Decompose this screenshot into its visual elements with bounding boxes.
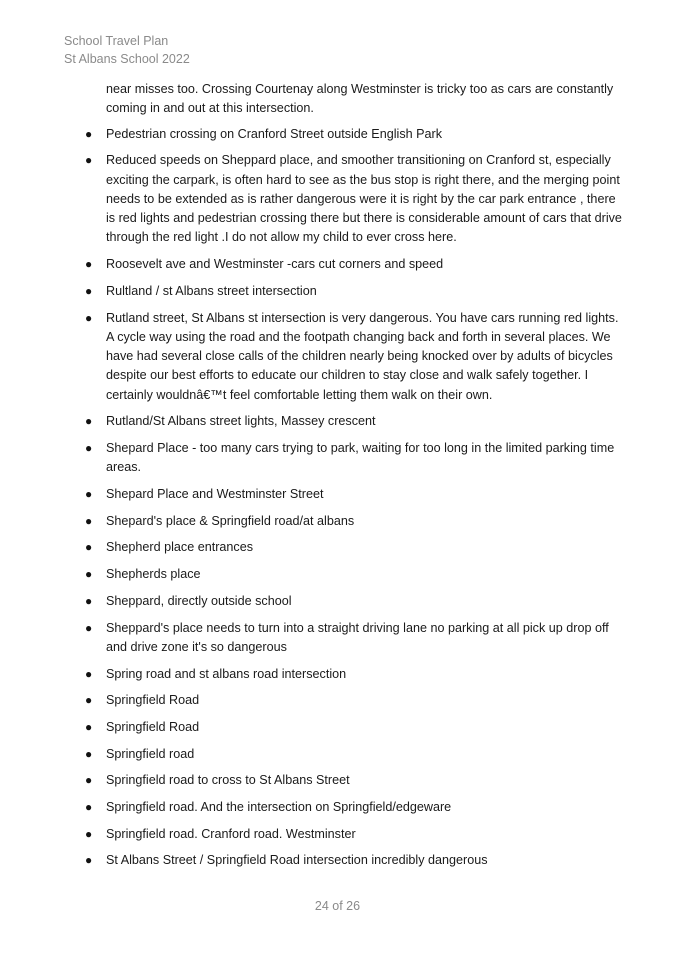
list-item-text: Shepherds place [106,567,201,582]
list-item-text: Springfield Road [106,719,200,734]
bullet-icon: ● [85,513,93,528]
list-item-text: Springfield Road [106,693,200,708]
bullet-icon: ● [85,257,93,272]
list-item [85,619,626,658]
list-item-text: Shepard's place & Springfield road/at albans [106,513,355,528]
bullet-icon: ● [85,126,93,141]
bullet-icon: ● [85,310,93,325]
list-item-text: Shepherd place entrances [106,540,254,555]
page-body [85,80,626,878]
list-item [85,151,626,247]
bullet-icon: ● [85,620,93,635]
bullet-icon: ● [85,593,93,608]
list-item [85,691,626,710]
list-item [85,485,626,504]
list-item-text: Sheppard, directly outside school [106,593,292,608]
bullet-icon: ● [85,540,93,555]
list-item [85,565,626,584]
list-item [85,512,626,531]
header-subtitle: St Albans School 2022 [64,52,190,66]
list-item [85,718,626,737]
list-item [85,745,626,764]
list-item [85,771,626,790]
list-item [85,851,626,870]
list-item-text: Shepard Place - too many cars trying to park, waiting for too long in the limited parking time areas. [106,441,615,475]
bullet-icon: ● [85,283,93,298]
bullet-list [85,125,626,871]
bullet-icon: ● [85,799,93,814]
bullet-icon: ● [85,719,93,734]
list-item [85,439,626,478]
list-item-text: Spring road and st albans road intersection [106,666,347,681]
list-item-text: Pedestrian crossing on Cranford Street outside English Park [106,126,443,141]
list-item [85,825,626,844]
list-item-text: Springfield road. Cranford road. Westminster [106,826,356,841]
list-item [85,592,626,611]
list-item [85,412,626,431]
bullet-icon: ● [85,853,93,868]
page-number: 24 of 26 [314,899,361,913]
list-item-text: Rutland/St Albans street lights, Massey crescent [106,414,376,429]
list-item [85,282,626,301]
list-item-text: Shepard Place and Westminster Street [106,487,324,502]
list-item-text: Springfield road to cross to St Albans Street [106,773,350,788]
list-item [85,798,626,817]
bullet-icon: ● [85,773,93,788]
list-item-text: Sheppard's place needs to turn into a straight driving lane no parking at all pick up drop off and drive zone it's so dangerous [106,620,609,654]
bullet-icon: ● [85,567,93,582]
list-item-text: Reduced speeds on Sheppard place, and smoother transitioning on Cranford st, especially exciting the carpark, is often hard to see as the bus stop is right there, and the merging point needs to be extended as is rather dangerous were it is right by the car park entrance , there is red lights and pedestrian crossing there but there is considerable amount of cars that drive through the red light .I do not allow my child to ever cross here. [106,153,622,245]
list-item-text: Rultland / st Albans street intersection [106,283,317,298]
list-item-text: Springfield road [106,746,195,761]
list-item [85,665,626,684]
bullet-icon: ● [85,487,93,502]
list-item-text: Rutland street, St Albans st intersection is very dangerous. You have cars running red lights. A cycle way using the road and the footpath changing back and forth in several places. We have had several close calls of the children nearly being knocked over by adults of bicycles despite our best efforts to educate our children to stay close and walk safely together. I certainly wouldnâ€™t feel comfortable letting them walk on their own. [106,310,619,402]
bullet-icon: ● [85,746,93,761]
list-item-text: Springfield road. And the intersection on Springfield/edgeware [106,799,452,814]
bullet-icon: ● [85,153,93,168]
bullet-icon: ● [85,414,93,429]
list-item [85,255,626,274]
bullet-icon: ● [85,693,93,708]
bullet-icon: ● [85,441,93,456]
list-item [85,538,626,557]
bullet-icon: ● [85,666,93,681]
list-item-text: St Albans Street / Springfield Road intersection incredibly dangerous [106,853,488,868]
list-item [85,125,626,144]
list-item [85,309,626,405]
bullet-icon: ● [85,826,93,841]
running-header [64,32,190,68]
list-item-text: Roosevelt ave and Westminster -cars cut corners and speed [106,257,444,272]
header-title: School Travel Plan [64,34,169,48]
continuation-paragraph: near misses too. Crossing Courtenay along Westminster is tricky too as cars are constantly coming in and out at this intersection. [106,82,614,116]
